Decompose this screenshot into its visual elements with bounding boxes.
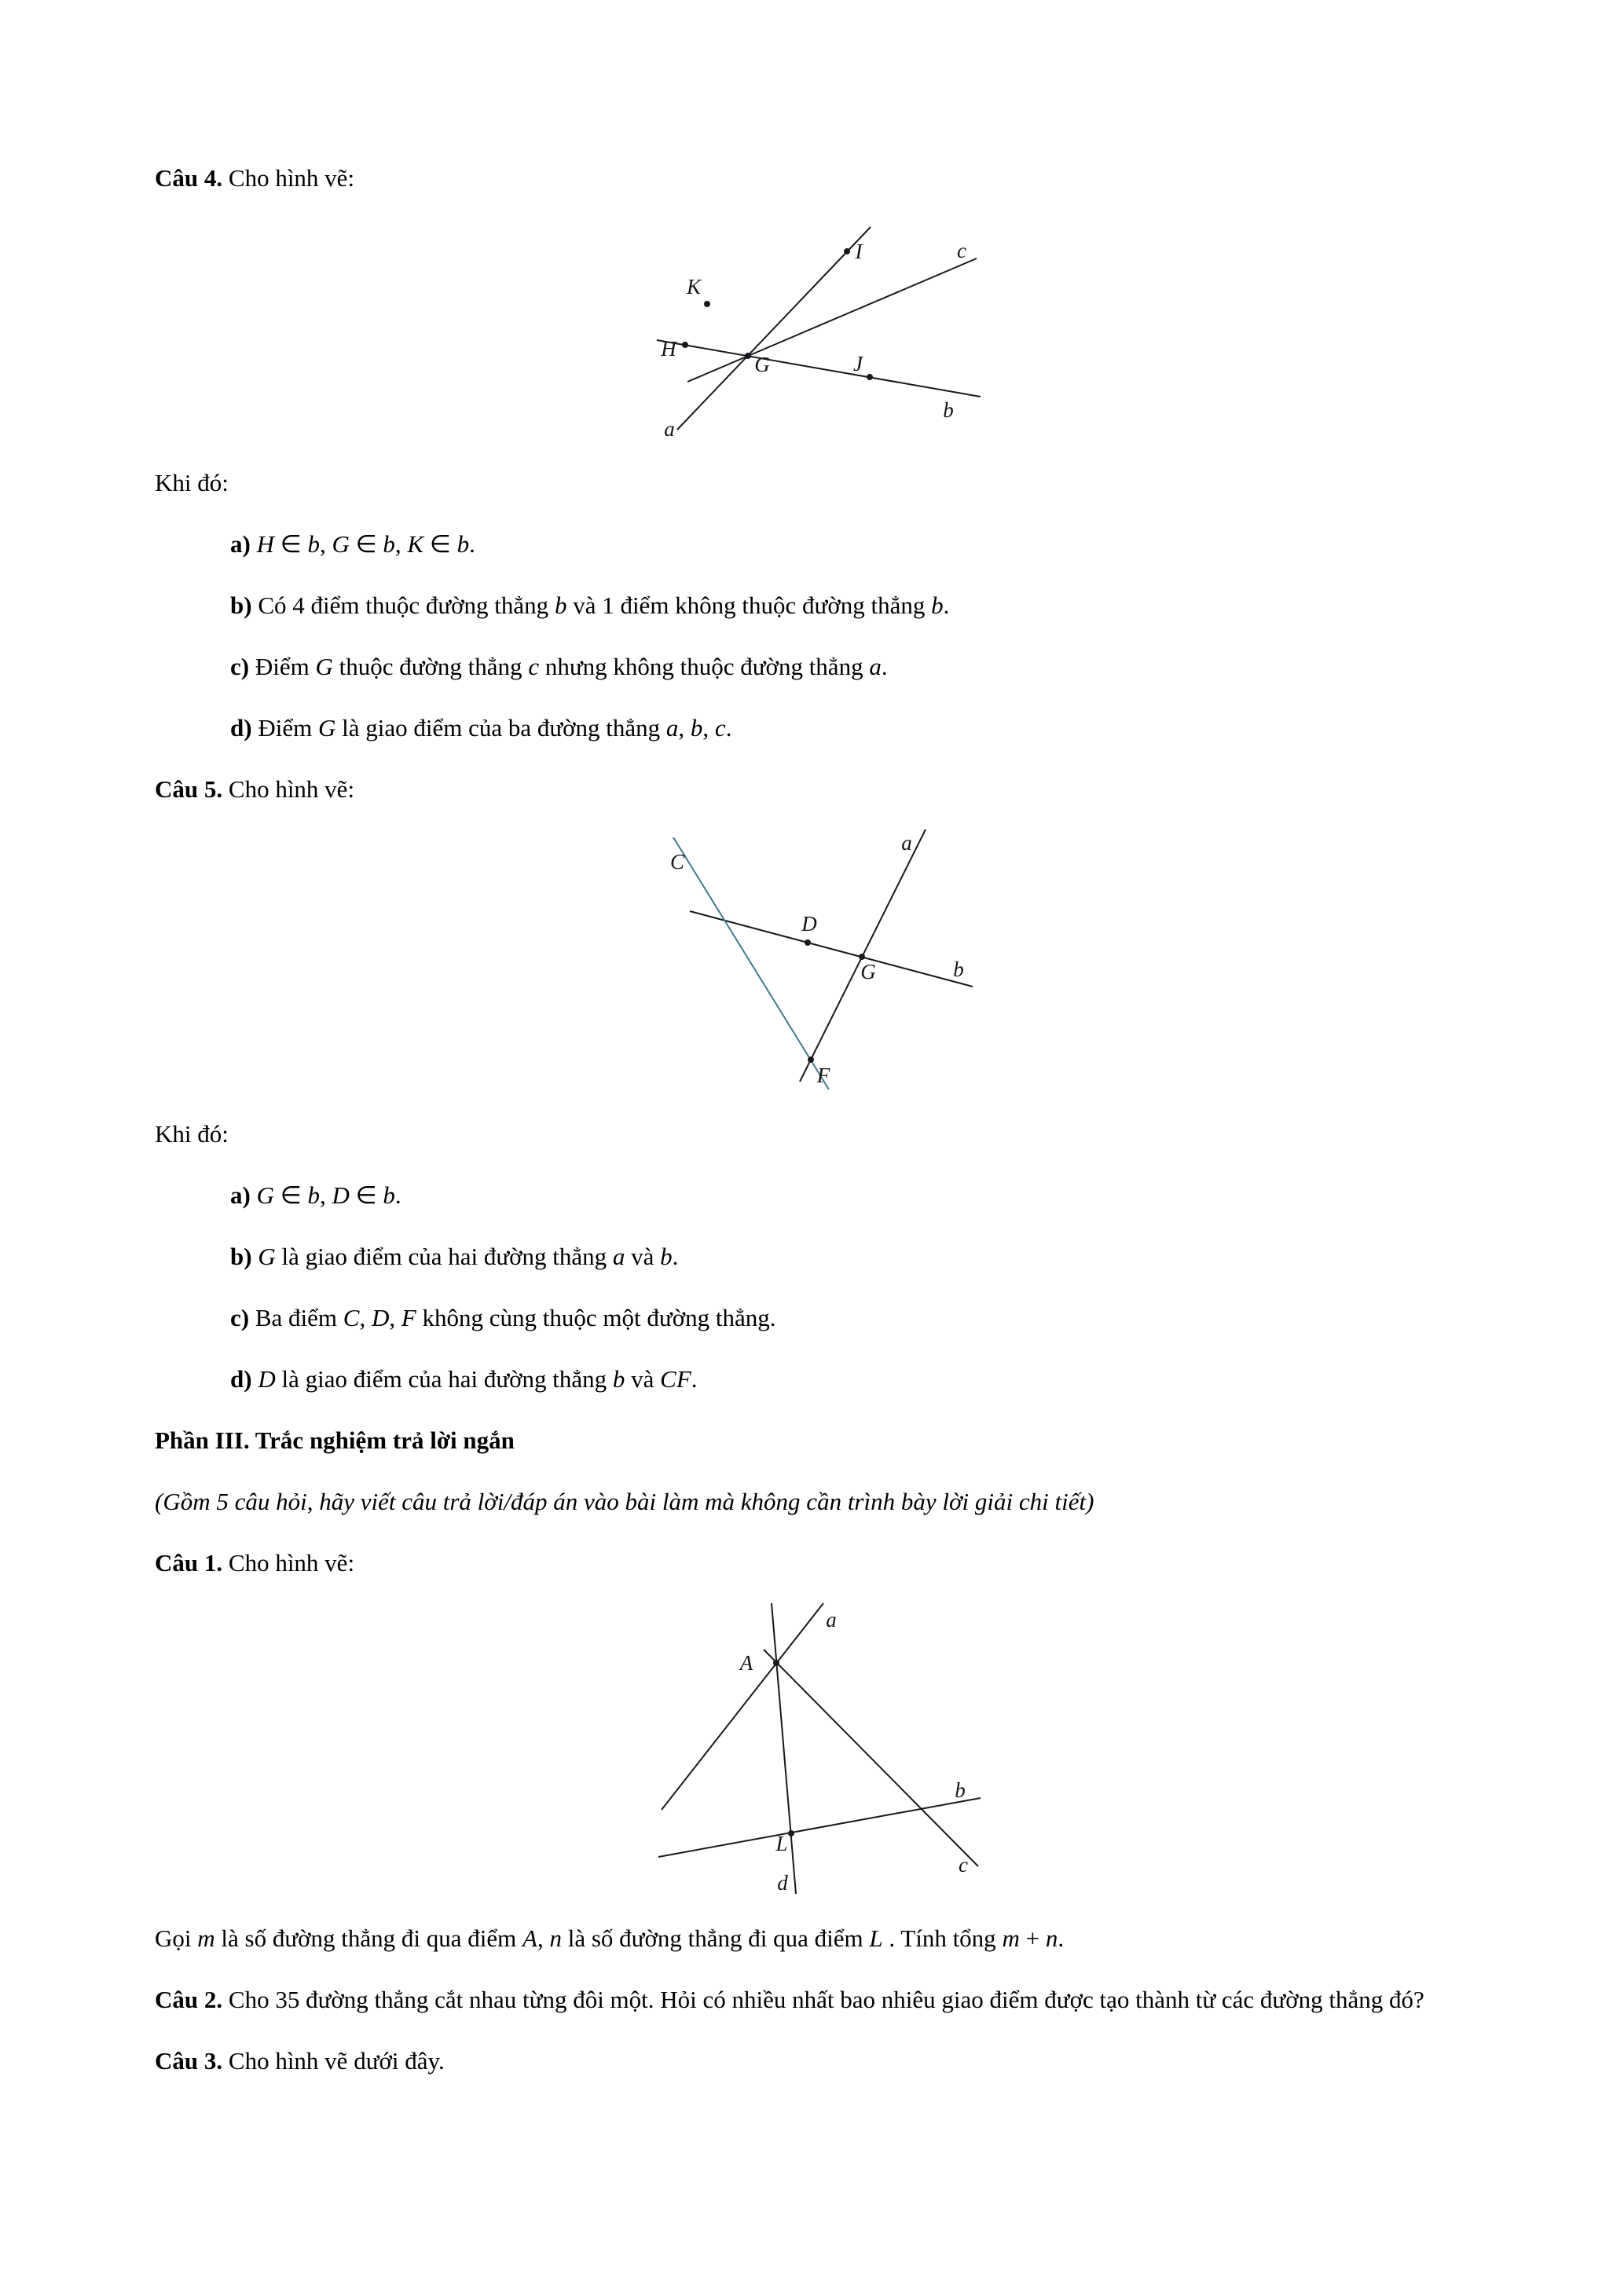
q5-line-b <box>690 911 973 987</box>
q5-figure <box>155 823 1471 1094</box>
q5-label-b: b <box>953 958 964 981</box>
q1-heading: Câu 1. Cho hình vẽ: <box>155 1549 355 1576</box>
q4-figure <box>155 215 1471 443</box>
q1-label-a: a <box>826 1608 837 1631</box>
q5-line-CF <box>673 837 829 1089</box>
q1-point-L-dot <box>788 1830 794 1836</box>
part3-heading: Phần III. Trắc nghiệm trả lời ngắn <box>155 1426 515 1454</box>
q4-point-K-dot <box>704 301 710 307</box>
q5-label-F: F <box>816 1064 830 1087</box>
q5-item-c: c) Ba điểm C, D, F không cùng thuộc một đường thẳng. <box>230 1304 776 1331</box>
q4-figure-svg <box>644 215 990 443</box>
q5-item-a: a) G ∈ b, D ∈ b. <box>230 1181 401 1209</box>
q1-line-b <box>658 1798 981 1857</box>
q1-label-b: b <box>955 1778 966 1802</box>
q5-heading: Câu 5. Cho hình vẽ: <box>155 775 355 803</box>
q1-figure <box>155 1594 1471 1900</box>
q5-item-d: d) D là giao điểm của hai đường thẳng b và CF. <box>230 1365 698 1393</box>
q5-point-D-dot <box>805 939 811 946</box>
q4-label-G: G <box>754 353 770 376</box>
q1-label-L: L <box>775 1832 788 1855</box>
q4-label-I: I <box>855 240 863 263</box>
q4-label-H: H <box>661 337 676 361</box>
q4-label-a: a <box>664 417 675 441</box>
part3-note: (Gồm 5 câu hỏi, hãy viết câu trả lời/đáp án vào bài làm mà không cần trình bày lời giải chi tiết) <box>155 1488 1094 1515</box>
q4-item-b: b) Có 4 điểm thuộc đường thẳng b và 1 điểm không thuộc đường thẳng b. <box>230 591 950 619</box>
q1-question: Gọi m là số đường thẳng đi qua điểm A, n là số đường thẳng đi qua điểm L . Tính tổng m + n. <box>155 1924 1065 1952</box>
q5-point-G-dot <box>859 954 865 960</box>
q1-point-A-dot <box>773 1660 779 1666</box>
q4-point-G-dot <box>745 353 751 359</box>
q4-point-J-dot <box>867 374 873 380</box>
q5-khi-do: Khi đó: <box>155 1120 229 1148</box>
q5-label-G: G <box>860 960 876 983</box>
q4-point-I-dot <box>844 248 850 255</box>
q4-item-a: a) H ∈ b, G ∈ b, K ∈ b. <box>230 530 475 558</box>
q5-label-a: a <box>901 831 912 855</box>
q4-item-d: d) Điểm G là giao điểm của ba đường thẳng a, b, c. <box>230 714 732 742</box>
q5-point-F-dot <box>808 1056 814 1063</box>
q4-label-K: K <box>686 275 702 298</box>
q1-label-d: d <box>777 1871 788 1895</box>
q5-item-b: b) G là giao điểm của hai đường thẳng a và b. <box>230 1243 679 1270</box>
q1-label-c: c <box>959 1853 968 1877</box>
q5-label-C: C <box>669 850 685 873</box>
q4-khi-do: Khi đó: <box>155 469 229 496</box>
q1-figure-svg <box>644 1594 990 1900</box>
q4-line-a <box>677 227 871 430</box>
q1-line-a <box>662 1603 823 1810</box>
q4-item-c: c) Điểm G thuộc đường thẳng c nhưng không thuộc đường thẳng a. <box>230 653 888 680</box>
q5-figure-svg <box>660 823 990 1094</box>
q3-text: Câu 3. Cho hình vẽ dưới đây. <box>155 2047 445 2074</box>
q4-line-c <box>687 258 977 382</box>
q5-label-D: D <box>801 912 817 936</box>
q2-text: Câu 2. Cho 35 đường thẳng cắt nhau từng đôi một. Hỏi có nhiều nhất bao nhiêu giao điểm được tạo thành từ các đường thẳng đó? <box>155 1986 1424 2013</box>
q1-line-c <box>764 1650 978 1866</box>
q4-label-b: b <box>943 398 954 422</box>
q4-point-H-dot <box>682 342 688 348</box>
q4-heading: Câu 4. Cho hình vẽ: <box>155 164 355 192</box>
q4-line-b <box>657 340 981 397</box>
q4-label-c: c <box>957 239 966 262</box>
q4-label-J: J <box>853 352 863 375</box>
q1-label-A: A <box>739 1651 753 1675</box>
